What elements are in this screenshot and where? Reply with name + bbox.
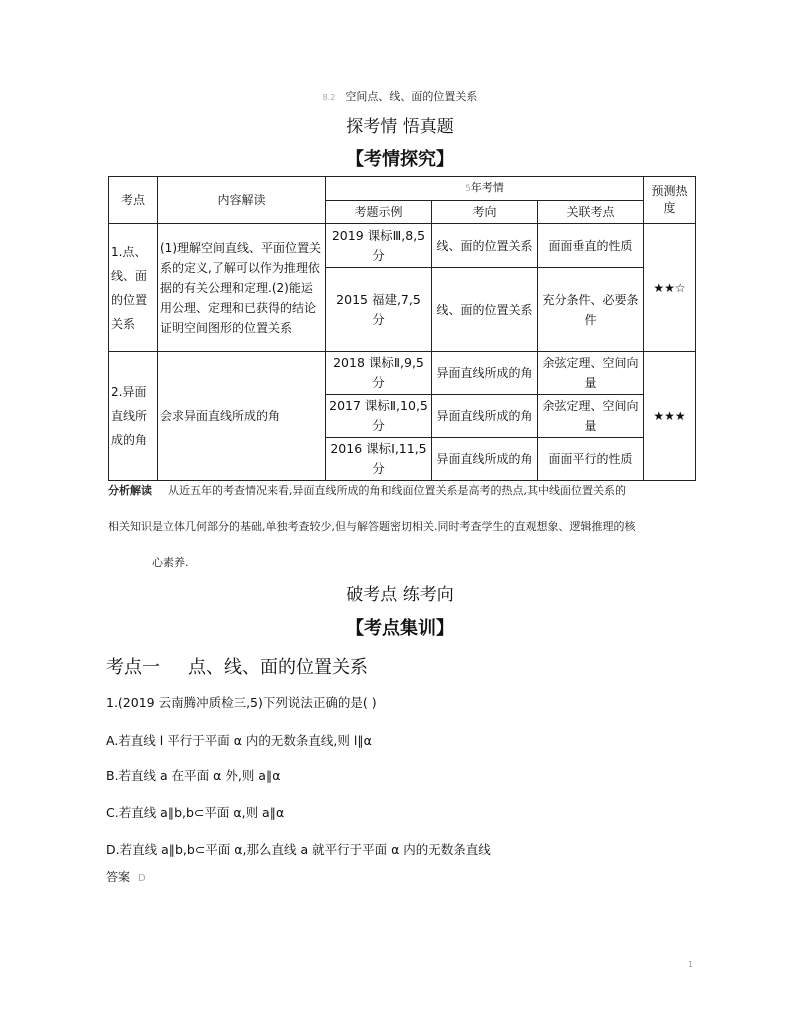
- explore-title: 探考情 悟真题: [346, 117, 454, 137]
- table-header-row: [109, 177, 696, 201]
- table-row: [109, 352, 696, 395]
- header-neirong: 内容解读: [158, 177, 326, 224]
- neirong-cell: (1)理解空间直线、平面位置关系的定义,了解可以作为推理依据的有关公理和定理.(2)能运用公理、定理和已获得的结论证明空间图形的位置关系: [158, 224, 326, 352]
- exam-survey-table: [108, 176, 696, 481]
- related-cell: 余弦定理、空间向量: [538, 352, 644, 395]
- kaodian-cell: 2.异面直线所成的角: [109, 352, 158, 481]
- point-number: 考点一: [106, 657, 160, 678]
- example-cell: 2019 课标Ⅲ,8,5 分: [326, 224, 432, 268]
- analysis-line-2: 相关知识是立体几何部分的基础,单独考查较少,但与解答题密切相关.同时考查学生的直观想象、逻辑推理的核: [108, 520, 636, 533]
- header-five-num: 5: [465, 184, 471, 194]
- example-cell: 2017 课标Ⅱ,10,5 分: [326, 395, 432, 438]
- example-cell: 2016 课标Ⅰ,11,5 分: [326, 438, 432, 481]
- related-cell: 面面平行的性质: [538, 438, 644, 481]
- analysis-paragraph: [108, 473, 690, 581]
- table-row: [109, 224, 696, 268]
- analysis-label: 分析解读: [108, 484, 152, 497]
- question-stem: 1.(2019 云南腾冲质检三,5)下列说法正确的是( ): [106, 695, 377, 710]
- related-cell: 余弦定理、空间向量: [538, 395, 644, 438]
- header-five-text: 年考情: [470, 181, 504, 194]
- section-number: 8.2: [322, 93, 336, 102]
- direction-cell: 异面直线所成的角: [432, 395, 538, 438]
- analysis-line-3: 心素养.: [152, 556, 189, 569]
- option-b: B.若直线 a 在平面 α 外,则 a∥α: [106, 768, 281, 783]
- example-cell: 2015 福建,7,5 分: [326, 268, 432, 352]
- header-kaodian: 考点: [109, 177, 158, 224]
- section-header: [0, 88, 800, 104]
- heat-stars: ★★★: [644, 352, 696, 481]
- section-title: 空间点、线、面的位置关系: [345, 90, 478, 103]
- direction-cell: 异面直线所成的角: [432, 352, 538, 395]
- header-example: 考题示例: [326, 201, 432, 224]
- neirong-cell: 会求异面直线所成的角: [158, 352, 326, 481]
- analysis-line-1: 分析解读 从近五年的考查情况来看,异面直线所成的角和线面位置关系是高考的热点,其中线面位置关系的: [108, 484, 626, 497]
- direction-cell: 线、面的位置关系: [432, 224, 538, 268]
- header-direction: 考向: [432, 201, 538, 224]
- practice-bracket-title: 【考点集训】: [346, 618, 454, 639]
- header-yuce: 预测热度: [644, 177, 696, 224]
- related-cell: 充分条件、必要条件: [538, 268, 644, 352]
- answer-value: D: [138, 873, 146, 884]
- related-cell: 面面垂直的性质: [538, 224, 644, 268]
- kaodian-cell: 1.点、线、面的位置关系: [109, 224, 158, 352]
- header-related: 关联考点: [538, 201, 644, 224]
- direction-cell: 线、面的位置关系: [432, 268, 538, 352]
- practice-title: 破考点 练考向: [346, 585, 454, 605]
- answer-label: 答案: [106, 870, 131, 884]
- page-number: 1: [688, 960, 694, 969]
- direction-cell: 异面直线所成的角: [432, 438, 538, 481]
- explore-bracket-title: 【考情探究】: [346, 149, 454, 170]
- point-title: 点、线、面的位置关系: [188, 657, 368, 678]
- answer-line: [106, 868, 146, 885]
- option-d: D.若直线 a∥b,b⊂平面 α,那么直线 a 就平行于平面 α 内的无数条直线: [106, 842, 491, 857]
- header-five-years: [326, 177, 644, 201]
- example-cell: 2018 课标Ⅱ,9,5 分: [326, 352, 432, 395]
- point-heading: [106, 653, 368, 679]
- option-c: C.若直线 a∥b,b⊂平面 α,则 a∥α: [106, 805, 285, 820]
- heat-stars: ★★☆: [644, 224, 696, 352]
- option-a: A.若直线 l 平行于平面 α 内的无数条直线,则 l∥α: [106, 733, 372, 748]
